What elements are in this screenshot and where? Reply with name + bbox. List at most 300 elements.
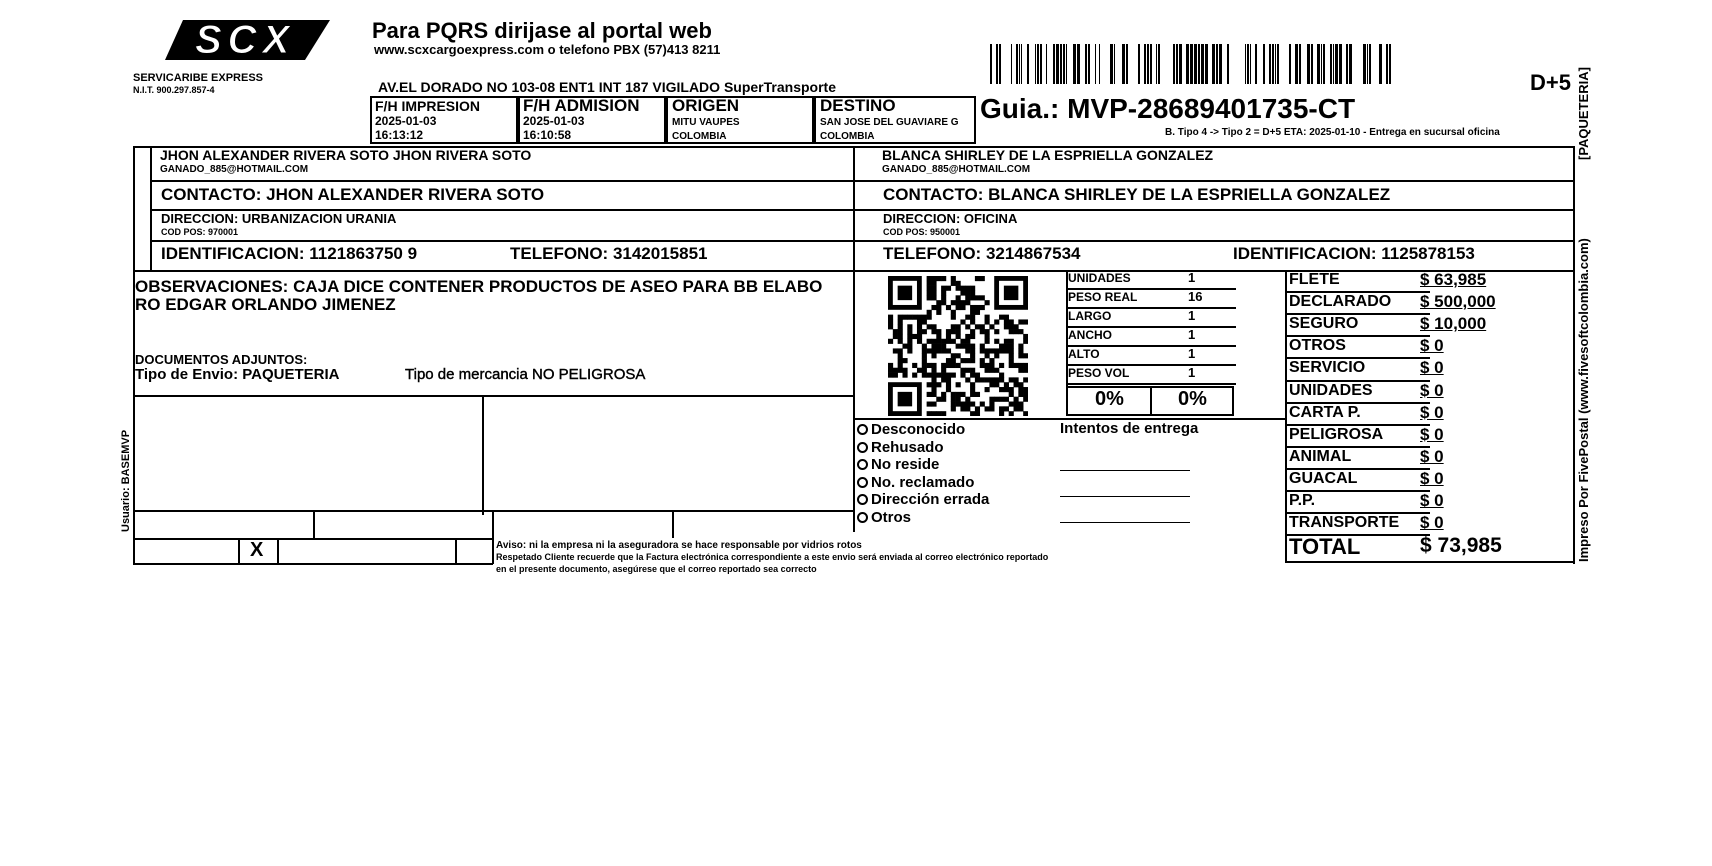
observaciones-line2: RO EDGAR ORLANDO JIMENEZ — [135, 295, 396, 314]
recipient-direccion: DIRECCION: OFICINA — [883, 211, 1018, 226]
qr-module — [999, 348, 1004, 353]
dimension-label: ANCHO — [1068, 328, 1112, 342]
qr-module — [936, 373, 941, 378]
qr-module — [931, 281, 936, 286]
qr-module — [975, 406, 980, 411]
qr-module — [1023, 319, 1028, 324]
qr-module — [927, 402, 932, 407]
qr-module — [1018, 344, 1023, 349]
barcode-bar — [1122, 44, 1125, 84]
radio-icon[interactable] — [857, 442, 868, 453]
qr-module — [1018, 348, 1023, 353]
qr-module — [931, 363, 936, 368]
qr-module — [960, 402, 965, 407]
qr-module — [1004, 344, 1009, 349]
qr-module — [927, 286, 932, 291]
sender-contact: CONTACTO: JHON ALEXANDER RIVERA SOTO — [161, 185, 545, 204]
grid-middle-border — [853, 146, 855, 532]
qr-module — [893, 329, 898, 334]
barcode-bar — [1138, 44, 1140, 84]
qr-module — [1023, 392, 1028, 397]
qr-module — [951, 329, 956, 334]
qr-module — [965, 402, 970, 407]
qr-module — [960, 344, 965, 349]
qr-module — [965, 315, 970, 320]
qr-module — [941, 392, 946, 397]
barcode-bar — [1269, 44, 1271, 84]
charge-value: $ 63,985 — [1420, 270, 1487, 289]
qr-module — [985, 315, 990, 320]
qr-module — [951, 315, 956, 320]
sender-cod-pos: COD POS: 970001 — [161, 227, 239, 237]
qr-module — [970, 402, 975, 407]
qr-module — [956, 392, 961, 397]
qr-module — [931, 295, 936, 300]
tipo-envio: Tipo de Envio: PAQUETERIA — [135, 366, 340, 383]
charge-label: SEGURO — [1289, 315, 1359, 333]
qr-module — [965, 286, 970, 291]
qr-module — [888, 319, 893, 324]
qr-module — [956, 344, 961, 349]
destino-country: COLOMBIA — [820, 131, 875, 142]
qr-module — [1014, 363, 1019, 368]
qr-module — [1023, 363, 1028, 368]
qr-module — [902, 368, 907, 373]
qr-module — [927, 290, 932, 295]
charge-label: ANIMAL — [1289, 447, 1352, 465]
barcode-bar — [1099, 44, 1100, 84]
barcode-bar — [1126, 44, 1128, 84]
qr-module — [1009, 387, 1014, 392]
qr-module — [994, 353, 999, 358]
barcode-bar — [1176, 44, 1178, 84]
qr-module — [1018, 406, 1023, 411]
barcode-bar — [1011, 44, 1012, 84]
charge-label: SERVICIO — [1289, 359, 1366, 377]
qr-module — [931, 411, 936, 416]
qr-module — [960, 368, 965, 373]
qr-module — [975, 276, 980, 281]
qr-module — [927, 373, 932, 378]
qr-module — [917, 368, 922, 373]
qr-module — [994, 368, 999, 373]
usuario-label: Usuario: BASEMVP — [120, 429, 132, 532]
qr-module — [956, 382, 961, 387]
delivery-reason-label: No reside — [871, 456, 940, 473]
barcode-bar — [1110, 44, 1113, 84]
barcode-bar — [1212, 44, 1215, 84]
qr-module — [985, 329, 990, 334]
qr-module — [951, 324, 956, 329]
qr-module — [936, 305, 941, 310]
barcode-bar — [1114, 44, 1115, 84]
qr-module — [1004, 406, 1009, 411]
qr-module — [975, 310, 980, 315]
barcode-bar — [1272, 44, 1274, 84]
qr-module — [898, 324, 903, 329]
charge-value: $ 500,000 — [1420, 292, 1496, 312]
destino-label: DESTINO — [820, 96, 896, 115]
qr-module — [946, 339, 951, 344]
qr-module — [994, 319, 999, 324]
qr-module — [1009, 329, 1014, 334]
qr-module — [980, 358, 985, 363]
qr-module — [960, 286, 965, 291]
qr-module — [922, 358, 927, 363]
barcode-bar — [1179, 44, 1182, 84]
charge-value: $ 0 — [1420, 468, 1444, 488]
qr-module — [1014, 329, 1019, 334]
qr-module — [1023, 353, 1028, 358]
qr-module — [980, 276, 985, 281]
dimension-label: PESO REAL — [1068, 290, 1138, 304]
qr-module — [941, 397, 946, 402]
qr-module — [985, 353, 990, 358]
barcode-bar — [1019, 44, 1020, 84]
qr-module — [956, 397, 961, 402]
delivery-reason-option[interactable] — [857, 474, 974, 491]
qr-module — [931, 368, 936, 373]
qr-module — [1004, 339, 1009, 344]
barcode-bar — [1386, 44, 1388, 84]
qr-module — [989, 324, 994, 329]
qr-module — [970, 387, 975, 392]
qr-module — [946, 373, 951, 378]
qr-module — [1014, 406, 1019, 411]
barcode-bar — [1349, 44, 1352, 84]
sender-telefono: TELEFONO: 3142015851 — [510, 244, 708, 263]
charges-left-border — [1285, 270, 1287, 562]
recipient-name: BLANCA SHIRLEY DE LA ESPRIELLA GONZALEZ — [882, 147, 1214, 163]
qr-module — [960, 392, 965, 397]
qr-module — [1009, 348, 1014, 353]
intento-line-3[interactable] — [1060, 522, 1190, 523]
qr-module — [922, 373, 927, 378]
qr-module — [927, 324, 932, 329]
qr-module — [941, 348, 946, 353]
qr-module — [917, 329, 922, 334]
charge-value: $ 0 — [1420, 491, 1444, 510]
recipient-email: GANADO_885@HOTMAIL.COM — [882, 164, 1031, 175]
qr-module — [941, 377, 946, 382]
qr-module — [989, 397, 994, 402]
qr-module — [989, 368, 994, 373]
qr-module — [1004, 286, 1018, 300]
fh-admision-time: 16:10:58 — [523, 128, 572, 142]
qr-module — [941, 276, 946, 281]
qr-module — [893, 348, 898, 353]
qr-module — [956, 324, 961, 329]
sender-direccion: DIRECCION: URBANIZACION URANIA — [161, 211, 397, 226]
qr-module — [956, 300, 961, 305]
barcode-bar — [1275, 44, 1276, 84]
barcode-bar — [1346, 44, 1348, 84]
qr-module — [931, 276, 936, 281]
qr-module — [946, 334, 951, 339]
dimension-row-line — [1066, 383, 1236, 385]
qr-module — [951, 363, 956, 368]
qr-module — [999, 377, 1004, 382]
qr-module — [951, 276, 956, 281]
qr-module — [936, 411, 941, 416]
qr-module — [970, 373, 975, 378]
qr-module — [898, 329, 903, 334]
barcode-bar — [1046, 44, 1047, 84]
qr-module — [941, 300, 946, 305]
qr-module — [931, 286, 936, 291]
qr-module — [936, 397, 941, 402]
qr-module — [970, 368, 975, 373]
qr-module — [975, 295, 980, 300]
qr-module — [946, 382, 951, 387]
intento-line-1[interactable] — [1060, 470, 1190, 471]
qr-module — [931, 353, 936, 358]
impreso-label: Impreso Por FivePostal (www.fivesoftcolombia.com) — [1576, 238, 1591, 562]
qr-module — [951, 402, 956, 407]
charge-label: UNIDADES — [1289, 381, 1373, 399]
charge-label: DECLARADO — [1289, 293, 1392, 311]
recipient-cod-pos: COD POS: 950001 — [883, 227, 961, 237]
barcode-bar — [1088, 44, 1090, 84]
recipient-telefono: TELEFONO: 3214867534 — [883, 244, 1081, 263]
charge-value: $ 10,000 — [1420, 314, 1487, 334]
qr-module — [1023, 397, 1028, 402]
qr-module — [965, 397, 970, 402]
qr-module — [985, 348, 990, 353]
barcode-bar — [1389, 44, 1391, 84]
barcode-bar — [1037, 44, 1039, 84]
qr-module — [1018, 319, 1023, 324]
qr-module — [893, 373, 898, 378]
barcode-bar — [1077, 44, 1080, 84]
qr-module — [951, 300, 956, 305]
qr-module — [960, 290, 965, 295]
sender-inner-border — [150, 146, 152, 270]
pqrs-title: Para PQRS dirijase al portal web — [372, 18, 712, 43]
radio-icon[interactable] — [857, 477, 868, 488]
qr-module — [922, 353, 927, 358]
barcode-bar — [1277, 44, 1279, 84]
origen-country: COLOMBIA — [672, 131, 727, 142]
qr-module — [970, 353, 975, 358]
qr-module — [994, 377, 999, 382]
qr-module — [999, 387, 1004, 392]
qr-module — [927, 348, 932, 353]
qr-module — [931, 348, 936, 353]
qr-module — [946, 387, 951, 392]
qr-module — [989, 348, 994, 353]
qr-module — [946, 363, 951, 368]
qr-module — [912, 373, 917, 378]
qr-module — [936, 276, 941, 281]
barcode-bar — [1205, 44, 1208, 84]
qr-module — [936, 329, 941, 334]
qr-module — [1018, 392, 1023, 397]
qr-module — [985, 363, 990, 368]
qr-module — [970, 295, 975, 300]
intento-line-2[interactable] — [1060, 496, 1190, 497]
qr-module — [1018, 382, 1023, 387]
qr-module — [898, 286, 912, 300]
qr-module — [931, 305, 936, 310]
barcode-bar — [1186, 44, 1189, 84]
qr-module — [1023, 387, 1028, 392]
qr-module — [980, 363, 985, 368]
qr-module — [1004, 348, 1009, 353]
barcode-bar — [1339, 44, 1342, 84]
delivery-reason-label: Otros — [871, 508, 912, 526]
barcode-bar — [1060, 44, 1062, 84]
qr-module — [931, 402, 936, 407]
qr-module — [1009, 363, 1014, 368]
delivery-reason-option[interactable] — [857, 421, 965, 438]
dimension-value: 1 — [1188, 365, 1196, 380]
qr-module — [965, 290, 970, 295]
dimension-value: 1 — [1188, 346, 1196, 361]
fh-impresion-date: 2025-01-03 — [375, 114, 437, 128]
qr-module — [922, 363, 927, 368]
x-cell-right — [277, 538, 279, 564]
obs-bottom-line — [133, 395, 854, 397]
qr-module — [898, 334, 903, 339]
aviso-cell-left — [455, 538, 457, 564]
qr-module — [898, 358, 903, 363]
qr-module — [907, 344, 912, 349]
barcode-bar — [1147, 44, 1149, 84]
qr-module — [956, 329, 961, 334]
tipo-mercancia: Tipo de mercancia NO PELIGROSA — [405, 366, 646, 383]
qr-module — [931, 339, 936, 344]
qr-module — [1018, 353, 1023, 358]
barcode-bar — [1379, 44, 1382, 84]
barcode-bar — [996, 44, 998, 84]
delivery-reason-label: No. reclamado — [871, 473, 975, 491]
qr-module — [994, 339, 999, 344]
company-logo — [165, 20, 330, 60]
barcode-bar — [1216, 44, 1218, 84]
aviso-cell-right — [492, 538, 494, 564]
qr-module — [907, 315, 912, 320]
qr-module — [927, 382, 932, 387]
qr-module — [1009, 392, 1014, 397]
qr-module — [936, 310, 941, 315]
barcode-bar — [1190, 44, 1193, 84]
qr-module — [965, 295, 970, 300]
barcode-bar — [1085, 44, 1087, 84]
qr-module — [927, 276, 932, 281]
qr-module — [946, 305, 951, 310]
qr-module — [946, 348, 951, 353]
barcode-bar — [1307, 44, 1310, 84]
qr-module — [960, 319, 965, 324]
qr-module — [994, 329, 999, 334]
qr-module — [970, 344, 975, 349]
dimension-value: 16 — [1188, 289, 1203, 304]
charge-value: $ 0 — [1420, 446, 1444, 466]
radio-icon[interactable] — [857, 512, 868, 523]
intentos-label: Intentos de entrega — [1060, 420, 1199, 437]
delivery-reason-option[interactable] — [857, 439, 944, 456]
qr-module — [970, 348, 975, 353]
barcode-bar — [999, 44, 1001, 84]
qr-module — [965, 406, 970, 411]
qr-module — [898, 348, 903, 353]
barcode-bar — [1289, 44, 1291, 84]
delivery-reason-option[interactable] — [857, 491, 989, 508]
qr-module — [970, 382, 975, 387]
qr-module — [1018, 363, 1023, 368]
sender-line-1 — [150, 180, 1575, 182]
x-cell-left — [238, 538, 240, 564]
radio-icon[interactable] — [857, 424, 868, 435]
delivery-reason-option[interactable] — [857, 456, 939, 473]
qr-module — [927, 281, 932, 286]
qr-module — [907, 348, 912, 353]
qr-module — [970, 358, 975, 363]
radio-icon[interactable] — [857, 459, 868, 470]
qr-module — [1009, 319, 1014, 324]
documentos-adjuntos: DOCUMENTOS ADJUNTOS: — [135, 352, 308, 367]
qr-module — [999, 397, 1004, 402]
qr-module — [888, 339, 893, 344]
qr-module — [1009, 353, 1014, 358]
percent-divider — [1150, 386, 1152, 416]
qr-module — [970, 305, 975, 310]
barcode-bar — [1299, 44, 1301, 84]
qr-module — [898, 315, 903, 320]
qr-module — [999, 344, 1004, 349]
qr-module — [970, 310, 975, 315]
qr-module — [965, 344, 970, 349]
qr-module — [941, 339, 946, 344]
barcode-bar — [1201, 44, 1204, 84]
qr-module — [917, 324, 922, 329]
qr-module — [965, 358, 970, 363]
barcode-bar — [1173, 44, 1175, 84]
qr-module — [994, 382, 999, 387]
qr-module — [994, 348, 999, 353]
qr-module — [985, 319, 990, 324]
charge-label: PELIGROSA — [1289, 425, 1384, 443]
radio-icon[interactable] — [857, 494, 868, 505]
qr-module — [946, 358, 951, 363]
origen-city: MITU VAUPES — [672, 117, 740, 128]
barcode-bar — [1219, 44, 1222, 84]
mark-x: X — [250, 539, 264, 561]
qr-module — [931, 344, 936, 349]
qr-module — [980, 295, 985, 300]
qr-module — [980, 348, 985, 353]
qr-module — [922, 319, 927, 324]
qr-module — [931, 290, 936, 295]
qr-module — [980, 329, 985, 334]
qr-module — [898, 339, 903, 344]
delivery-reason-option[interactable] — [857, 509, 911, 526]
qr-module — [941, 363, 946, 368]
signature-bottom — [133, 563, 493, 565]
total-value: $ 73,985 — [1420, 534, 1502, 557]
qr-module — [941, 286, 946, 291]
qr-module — [951, 358, 956, 363]
qr-module — [917, 315, 922, 320]
barcode-bar — [1150, 44, 1152, 84]
qr-module — [931, 377, 936, 382]
qr-module — [956, 363, 961, 368]
qr-module — [960, 373, 965, 378]
charge-label: P.P. — [1289, 492, 1316, 509]
qr-module — [975, 305, 980, 310]
qr-module — [956, 353, 961, 358]
